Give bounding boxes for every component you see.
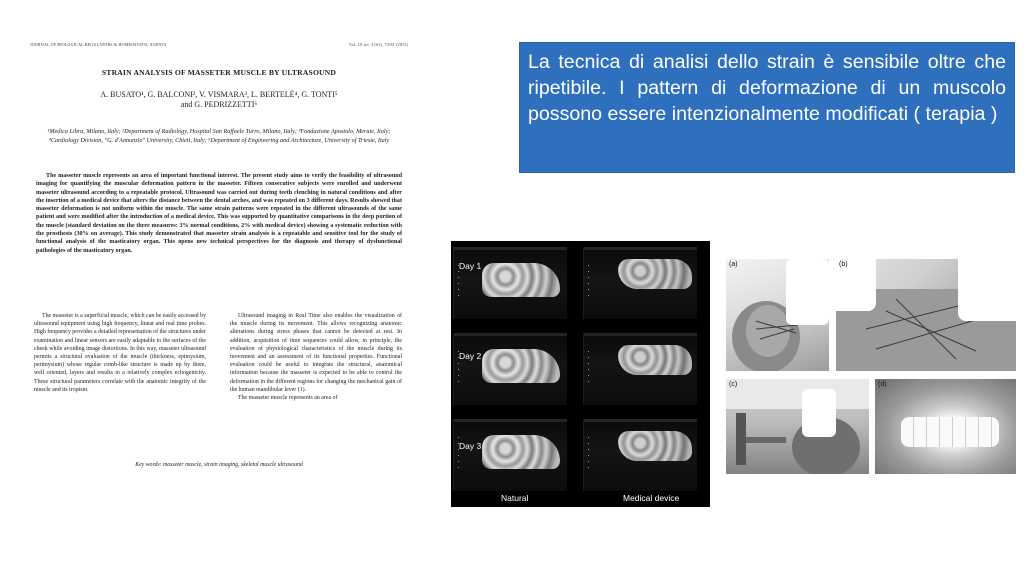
body-paragraph: Ultrasound imaging in Real Time also enables the visualization of the muscle during its movement. This allows recognizing anatomic alterations during stress phases that cannot be detected at rest. In addition, acquisition of time sequences could allow, in principle, the evaluation of physiological characteristics of the muscle during its movement and an assessment of its functional properties. Functional evaluation could be useful to integrate the structural, anatomical information because the masseter is expected to be able to control the deformation in the different regions for changing the mechanical gain of the human mandibular lever (1).: [230, 313, 402, 393]
ultrasound-figure: [451, 241, 710, 507]
column-label-device: Medical device: [623, 493, 680, 503]
body-column-left: [34, 312, 206, 394]
photo-panel-b: [836, 259, 1016, 371]
paper-affiliations: ¹Medica Libra, Milano, Italy; ²Department of Radiology, Hospital San Raffaele Turro, Milano, Italy; ³Fondazione Apostolo, Merate, Italy; ⁴Cardiology Division, "G. d'Annunzio" University, Chieti, Italy; ⁶Department of Engineering and Architecture, University of Trieste, Italy: [47, 128, 391, 144]
paper-abstract: The masseter muscle represents an area of important functional interest. The present study aims to verify the feasibility of ultrasound imaging for quantifying the muscular deformation pattern in the masseter. Fifteen consecutive subjects were enrolled and underwent masseter ultrasound according to a repeatable protocol. Ultrasound was carried out during teeth clenching in natural conditions and after the insertion of a medical device that alters the distance between the dental arches, and was repeated on 3 different days. Results showed that masseter deformation is not uniform within the muscle. The same strain patterns were repeated in the different ultrasounds of the same patient and were modified after the introduction of a medical device. This was supported by quantitative comparisons in the deep portion of the muscle (standard deviation on the three measures: 3% normal conditions, 2% with medical device) showing a systematic reduction with the prosthesis (30% on average). This study demonstrated that masseter strain analysis is a repeatable and sensitive tool for the study of functional analysis of the masticatory organ. This opens new technical perspectives for the diagnosis and therapy of dysfunctional pathologies of the masticatory organ.: [36, 173, 402, 254]
ultrasound-image-device: [583, 419, 697, 491]
panel-label: (c): [729, 381, 738, 388]
callout-box: [519, 42, 1015, 173]
dental-device-photo: [901, 417, 999, 447]
journal-header: [30, 42, 408, 47]
body-paragraph: The masseter is a superficial muscle, which can be easily accessed by ultrasound equipment using high frequency, linear and real time probes. High frequency provides a detailed representation of the structures under examination and linear sensors are easily adaptable to the surfaces of the cheek while avoiding image distortions. In this way, masseter ultrasound permits a structural evaluation of the muscle (thickness, epimysium, perimysium) whose regular comb-like structure is made up by three, well oriented, layers and results in a relatively complex echogenicity. These structural parameters correlate with the anatomic integrity of the muscle and its tropism.: [34, 313, 206, 393]
paper-authors: [50, 90, 388, 110]
measurement-setup-photo: [726, 379, 869, 474]
ultrasound-image-natural: [453, 333, 567, 405]
ultrasound-image-device: [583, 333, 697, 405]
column-label-natural: Natural: [501, 493, 529, 503]
journal-name: JOURNAL OF BIOLOGICAL REGULATORS & HOMEOSTATIC AGENTS: [30, 42, 167, 47]
photo-panel-d: [875, 379, 1016, 474]
panel-label: (b): [839, 261, 848, 268]
authors-line-2: and G. PEDRIZZETTI⁶: [180, 100, 258, 109]
paper-page: [30, 38, 408, 478]
photo-figure: [726, 259, 1016, 474]
journal-volume: Vol. 29, no. 3 (S1), 74-81 (2015): [349, 42, 408, 47]
ultrasound-row-day-3: [451, 415, 710, 500]
paper-title: STRAIN ANALYSIS OF MASSETER MUSCLE BY ULTRASOUND: [101, 68, 337, 77]
body-paragraph: The masseter muscle represents an area of: [238, 395, 338, 402]
day-label: Day 3: [459, 441, 482, 451]
photo-panel-a: [726, 259, 829, 371]
ultrasound-image-natural: [453, 247, 567, 319]
day-label: Day 2: [459, 351, 482, 361]
ultrasound-row-day-1: [451, 243, 710, 328]
panel-label: (a): [729, 261, 738, 268]
authors-line-1: A. BUSATO¹, G. BALCONI², V. VISMARA³, L. BERTELÈ⁴, G. TONTI⁵: [100, 90, 338, 99]
day-label: Day 1: [459, 261, 482, 271]
paper-keywords: Key words: masseter muscle, strain imaging, skeletal muscle ultrasound: [135, 462, 303, 468]
ultrasound-row-day-2: [451, 329, 710, 414]
ultrasound-image-device: [583, 247, 697, 319]
panel-label: (d): [878, 381, 887, 388]
body-column-right: [230, 312, 402, 402]
ultrasound-image-natural: [453, 419, 567, 491]
photo-panel-c: [726, 379, 869, 474]
callout-text: La tecnica di analisi dello strain è sensibile oltre che ripetibile. I pattern di deformazione di un muscolo possono essere intenzionalmente modificati ( terapia ): [528, 51, 1006, 125]
